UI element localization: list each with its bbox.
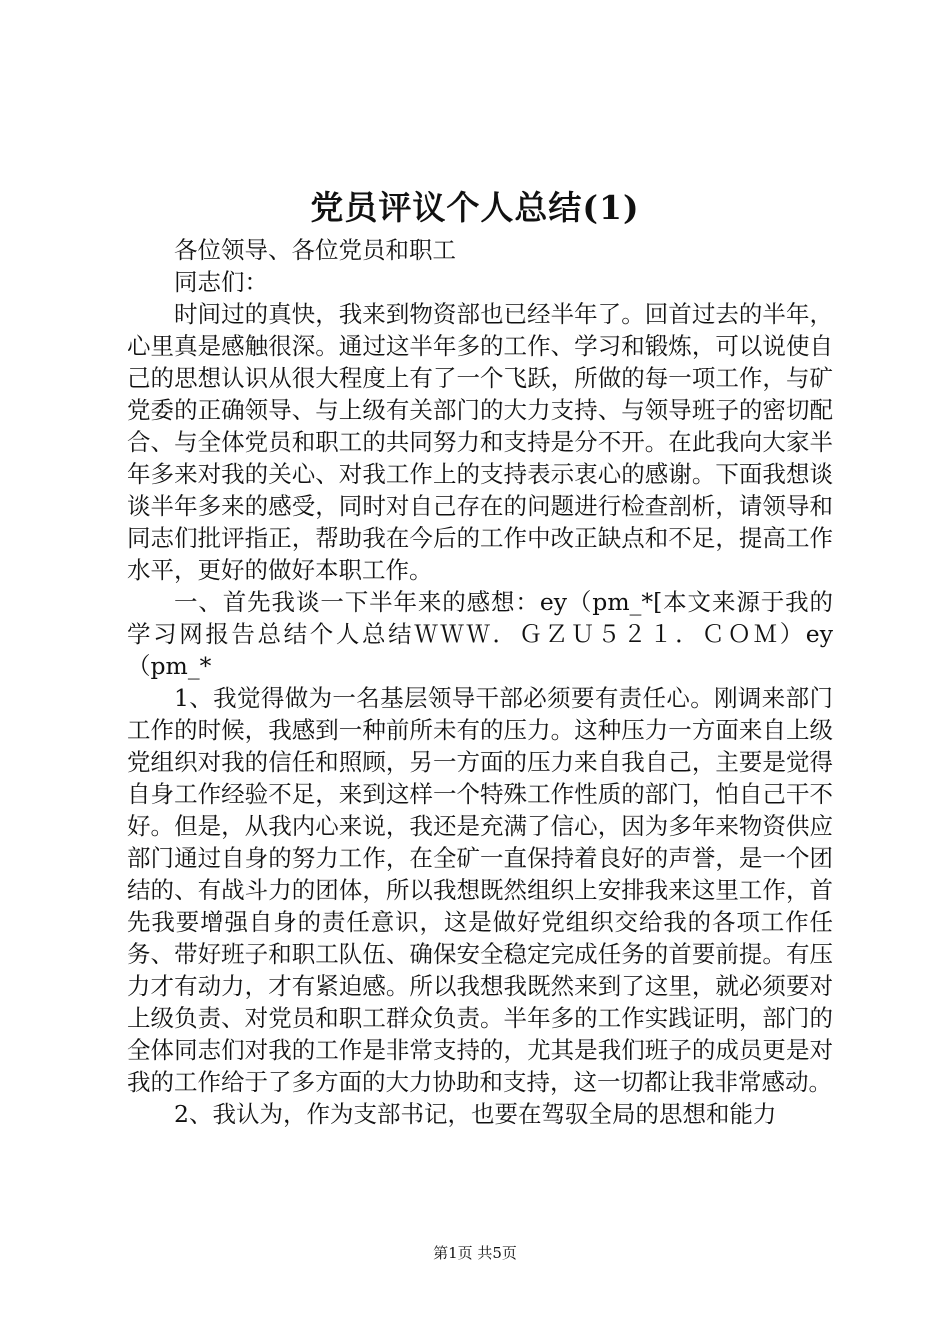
paragraph-point-two: 2、我认为，作为支部书记，也要在驾驭全局的思想和能力 — [174, 1100, 777, 1128]
paragraph-section-one: 一、首先我谈一下半年来的感想：ey（pm_*[本文来源于我的学习网报告总结个人总结ＷＷＷ．ＧＺＵ５２１．ＣＯＭ）ey（pm_* — [127, 588, 833, 680]
paragraph-point-one: 1、我觉得做为一名基层领导干部必须要有责任心。刚调来部门工作的时候，我感到一种前所未有的压力。这种压力一方面来自上级党组织对我的信任和照顾，另一方面的压力来自我自己，主要是觉得自身工作经验不足，来到这样一个特殊工作性质的部门，怕自己干不好。但是，从我内心来说，我还是充满了信心，因为多年来物资供应部门通过自身的努力工作，在全矿一直保持着良好的声誉，是一个团结的、有战斗力的团体，所以我想既然组织上安排我来这里工作，首先我要增强自身的责任意识，这是做好党组织交给我的各项工作任务、带好班子和职工队伍、确保安全稳定完成任务的首要前提。有压力才有动力，才有紧迫感。所以我想我既然来到了这里，就必须要对上级负责、对党员和职工群众负责。半年多的工作实践证明，部门的全体同志们对我的工作是非常支持的，尤其是我们班子的成员更是对我的工作给于了多方面的大力协助和支持，这一切都让我非常感动。 — [127, 684, 833, 1096]
page-footer: 第1页 共5页 — [433, 1244, 517, 1262]
paragraph-intro: 时间过的真快，我来到物资部也已经半年了。回首过去的半年，心里真是感触很深。通过这半年多的工作、学习和锻炼，可以说使自己的思想认识从很大程度上有了一个飞跃，所做的每一项工作，与矿党委的正确领导、与上级有关部门的大力支持、与领导班子的密切配合、与全体党员和职工的共同努力和支持是分不开。在此我向大家半年多来对我的关心、对我工作上的支持表示衷心的感谢。下面我想谈谈半年多来的感受，同时对自己存在的问题进行检查剖析，请领导和同志们批评指正，帮助我在今后的工作中改正缺点和不足，提高工作水平，更好的做好本职工作。 — [127, 300, 833, 584]
salutation-line: 同志们： — [174, 268, 268, 296]
greeting-line: 各位领导、各位党员和职工 — [174, 236, 456, 264]
document-body — [127, 234, 833, 1130]
document-title: 党员评议个人总结(1) — [310, 188, 640, 227]
